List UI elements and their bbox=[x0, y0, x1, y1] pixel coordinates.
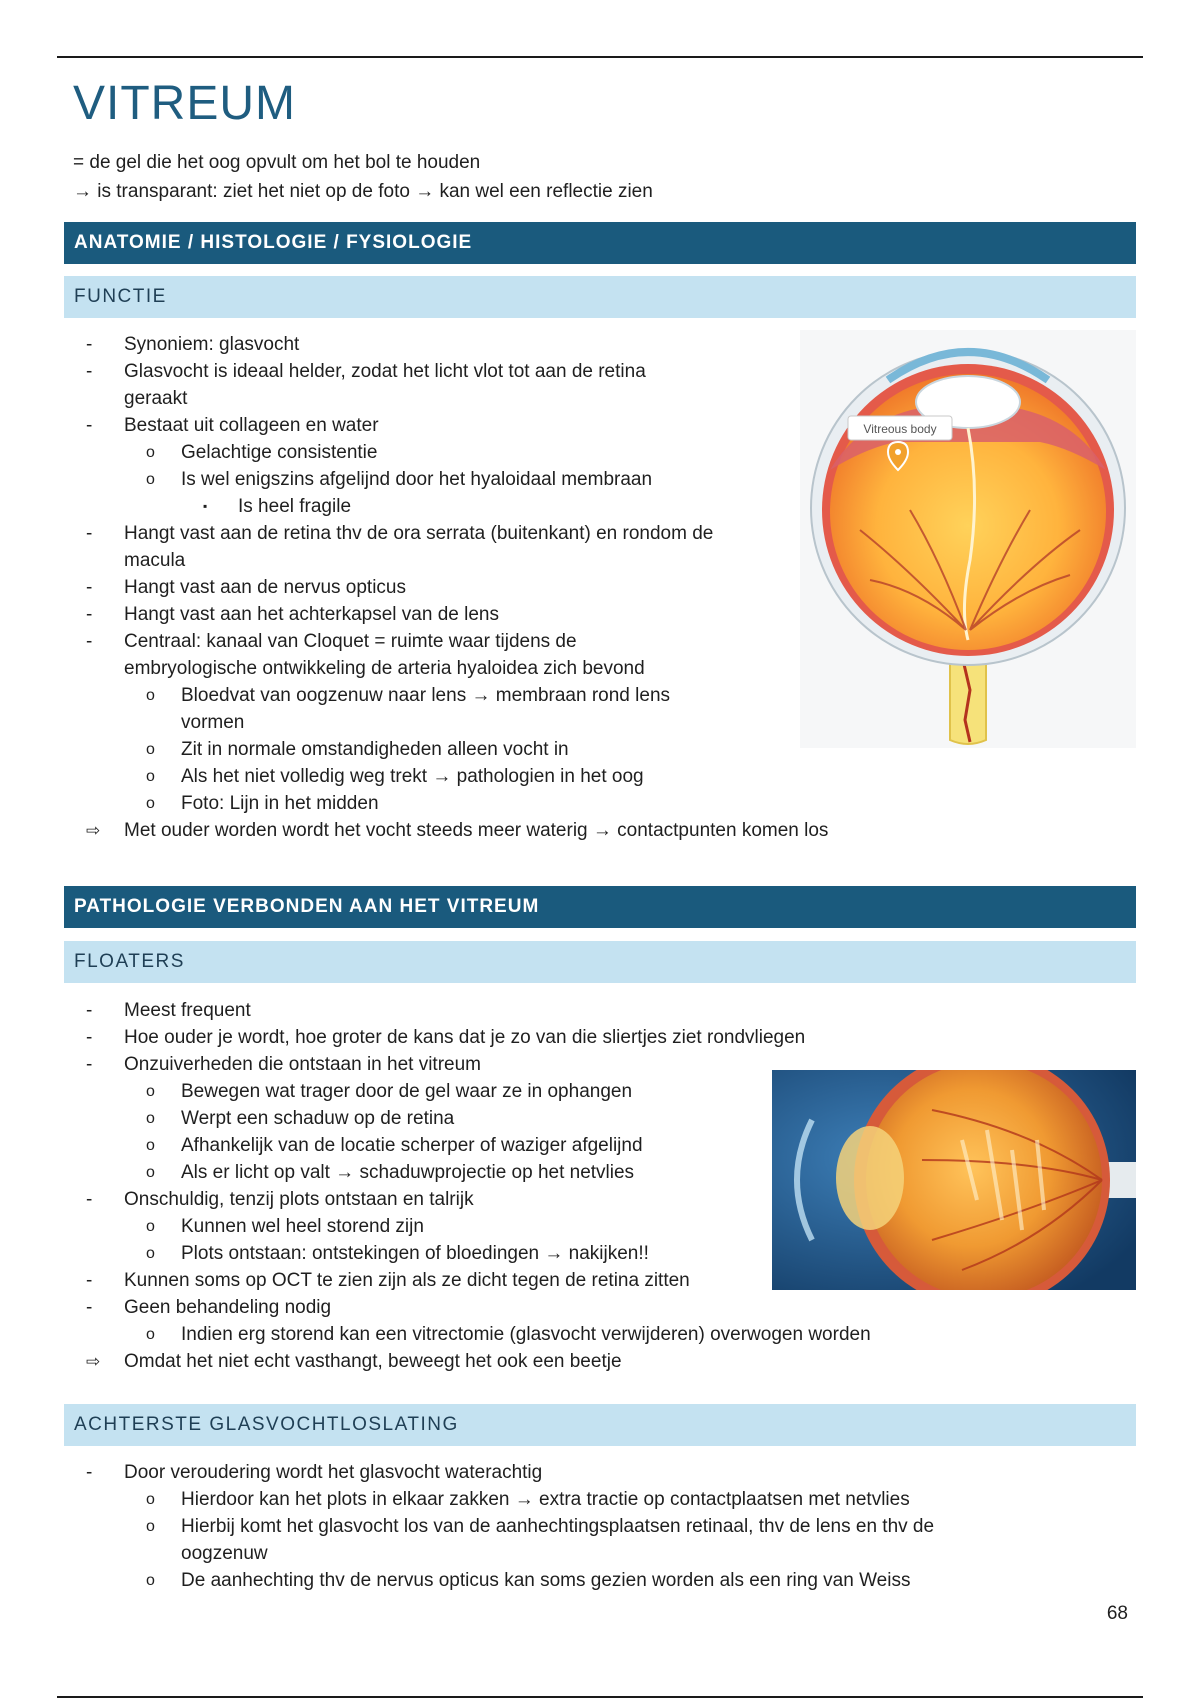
page-number: 68 bbox=[1106, 1603, 1128, 1624]
list-item: o Zit in normale omstandigheden alleen vocht in bbox=[146, 739, 569, 760]
list-item: - Hangt vast aan het achterkapsel van de lens bbox=[86, 604, 499, 625]
list-item: o Hierdoor kan het plots in elkaar zakken → extra tractie op contactplaatsen met netvlies bbox=[146, 1489, 910, 1510]
list-item: o Afhankelijk van de locatie scherper of waziger afgelijnd bbox=[146, 1135, 643, 1156]
list-item: o Als het niet volledig weg trekt → pathologien in het oog bbox=[146, 766, 644, 787]
list-item: - Door veroudering wordt het glasvocht waterachtig bbox=[86, 1462, 543, 1483]
list-item: - Hangt vast aan de nervus opticus bbox=[86, 577, 407, 598]
list-item: - Onschuldig, tenzij plots ontstaan en talrijk bbox=[86, 1189, 474, 1210]
list-item-continuation: geraakt bbox=[124, 388, 188, 409]
intro-line: → is transparant: ziet het niet op de foto → kan wel een reflectie zien bbox=[73, 181, 653, 202]
section-header-pathologie: PATHOLOGIE VERBONDEN AAN HET VITREUM bbox=[64, 886, 1136, 928]
floaters-list bbox=[86, 997, 871, 1375]
list-item-continuation: vormen bbox=[181, 712, 245, 733]
list-item: o Gelachtige consistentie bbox=[146, 442, 378, 463]
list-item: - Meest frequent bbox=[86, 1000, 251, 1021]
list-item: - Onzuiverheden die ontstaan in het vitreum bbox=[86, 1054, 481, 1075]
list-item: o Foto: Lijn in het midden bbox=[146, 793, 379, 814]
list-item: o Indien erg storend kan een vitrectomie (glasvocht verwijderen) overwogen worden bbox=[146, 1324, 871, 1345]
list-item: o Kunnen wel heel storend zijn bbox=[146, 1216, 424, 1237]
top-rule bbox=[57, 56, 1143, 58]
vitreous-body-label: Vitreous body bbox=[863, 422, 937, 436]
functie-list bbox=[86, 331, 828, 844]
eye-3d-figure bbox=[772, 1070, 1136, 1290]
list-item-continuation: macula bbox=[124, 550, 186, 571]
list-item: o Plots ontstaan: ontstekingen of bloedingen → nakijken!! bbox=[146, 1243, 649, 1264]
eye-cross-section-figure bbox=[800, 330, 1136, 748]
eye-3d-illustration bbox=[772, 1070, 1136, 1290]
list-item: - Glasvocht is ideaal helder, zodat het licht vlot tot aan de retina bbox=[86, 361, 646, 382]
achterste-list bbox=[86, 1459, 934, 1594]
list-item: - Geen behandeling nodig bbox=[86, 1297, 332, 1318]
subsection-header-achterste: ACHTERSTE GLASVOCHTLOSLATING bbox=[64, 1404, 1136, 1446]
list-item: ▪ Is heel fragile bbox=[203, 496, 352, 517]
list-item: o Werpt een schaduw op de retina bbox=[146, 1108, 455, 1129]
list-item: o Is wel enigszins afgelijnd door het hyaloidaal membraan bbox=[146, 469, 653, 490]
intro bbox=[73, 148, 653, 206]
eye-cross-section-illustration bbox=[800, 330, 1136, 748]
section-header-anatomie: ANATOMIE / HISTOLOGIE / FYSIOLOGIE bbox=[64, 222, 1136, 264]
list-item: - Centraal: kanaal van Cloquet = ruimte waar tijdens de bbox=[86, 631, 577, 652]
list-item: - Hangt vast aan de retina thv de ora serrata (buitenkant) en rondom de bbox=[86, 523, 714, 544]
list-item-continuation: oogzenuw bbox=[181, 1543, 268, 1564]
list-item: o Bloedvat van oogzenuw naar lens → membraan rond lens bbox=[146, 685, 671, 706]
list-item: - Synoniem: glasvocht bbox=[86, 334, 300, 355]
list-item: o Als er licht op valt → schaduwprojectie op het netvlies bbox=[146, 1162, 635, 1183]
list-item: o Bewegen wat trager door de gel waar ze in ophangen bbox=[146, 1081, 633, 1102]
list-item: o De aanhechting thv de nervus opticus kan soms gezien worden als een ring van Weiss bbox=[146, 1570, 911, 1591]
bottom-rule bbox=[57, 1696, 1143, 1698]
intro-line: = de gel die het oog opvult om het bol te houden bbox=[73, 152, 481, 173]
subsection-header-floaters: FLOATERS bbox=[64, 941, 1136, 983]
subsection-header-functie: FUNCTIE bbox=[64, 276, 1136, 318]
list-item: o Hierbij komt het glasvocht los van de aanhechtingsplaatsen retinaal, thv de lens en thv de bbox=[146, 1516, 935, 1537]
list-item-continuation: embryologische ontwikkeling de arteria hyaloidea zich bevond bbox=[124, 658, 645, 679]
page-title: VITREUM bbox=[73, 77, 296, 130]
list-item: - Bestaat uit collageen en water bbox=[86, 415, 379, 436]
list-item: - Hoe ouder je wordt, hoe groter de kans dat je zo van die sliertjes ziet rondvliegen bbox=[86, 1027, 806, 1048]
conclusion-item: ⇨ Met ouder worden wordt het vocht steeds meer waterig → contactpunten komen los bbox=[86, 820, 829, 841]
conclusion-item: ⇨ Omdat het niet echt vasthangt, beweegt het ook een beetje bbox=[86, 1351, 622, 1372]
list-item: - Kunnen soms op OCT te zien zijn als ze dicht tegen de retina zitten bbox=[86, 1270, 690, 1291]
